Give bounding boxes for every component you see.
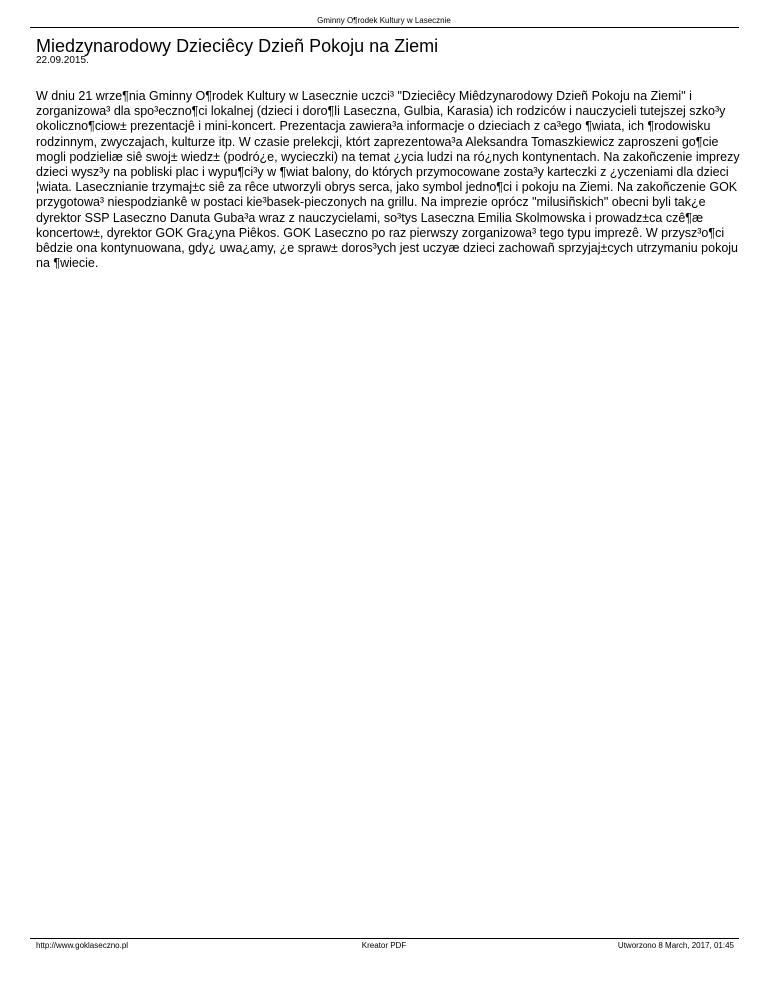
- article-body: W dniu 21 wrze¶nia Gminny O¶rodek Kultury w Lasecznie uczci³ "Dzieciêcy Miêdzynarodowy Dzieñ Pokoju na Ziemi" i zorganizowa³ dla spo³eczno¶ci lokalnej (dzieci i doro¶li Laseczna, Gulbia, Karasia) ich rodziców i nauczycieli tutejszej szko³y okoliczno¶ciow± prezentacjê i mini-koncert. Prezentacja zawiera³a informacje o dzieciach z ca³ego ¶wiata, ich ¶rodowisku rodzinnym, zwyczajach, kulturze itp. W czasie prelekcji, którt zaprezentowa³a Aleksandra Tomaszkiewicz zaproszeni go¶cie mogli podzieliæ siê swoj± wiedz± (podró¿e, wycieczki) na temat ¿ycia ludzi na ró¿nych kontynentach. Na zakoñczenie imprezy dzieci wysz³y na pobliski plac i wypu¶ci³y w ¶wiat balony, do których przymocowane zosta³y karteczki z ¿yczeniami dla dzieci ¦wiata. Lasecznianie trzymaj±c siê za rêce utworzyli obrys serca, jako symbol jedno¶ci i pokoju na Ziemi. Na zakoñczenie GOK przygotowa³ niespodziankê w postaci kie³basek-pieczonych na grillu. Na imprezie oprócz "milusiñskich" obecni byli tak¿e dyrektor SSP Laseczno Danuta Guba³a wraz z nauczycielami, so³tys Laseczna Emilia Skolmowska i prowadz±ca czê¶æ koncertow±, dyrektor GOK Gra¿yna Piêkos. GOK Laseczno po raz pierwszy zorganizowa³ tego typu imprezê. W przysz³o¶ci bêdzie ona kontynuowana, gdy¿ uwa¿amy, ¿e spraw± doros³ych jest uczyæ dzieci zachowañ sprzyjaj±cych utrzymaniu pokoju na ¶wiecie.: [36, 89, 740, 271]
- footer-url: http://www.goklaseczno.pl: [36, 941, 129, 950]
- footer-divider: [30, 938, 739, 939]
- article-title: Miedzynarodowy Dzieciêcy Dzieñ Pokoju na Ziemi: [36, 36, 439, 56]
- header-divider: [30, 27, 739, 28]
- footer-generator: Kreator PDF: [361, 941, 407, 950]
- page-header-site-name: Gminny O¶rodek Kultury w Lasecznie: [317, 16, 451, 25]
- article-date: 22.09.2015.: [36, 55, 89, 66]
- footer-created-timestamp: Utworzono 8 March, 2017, 01:45: [617, 941, 734, 950]
